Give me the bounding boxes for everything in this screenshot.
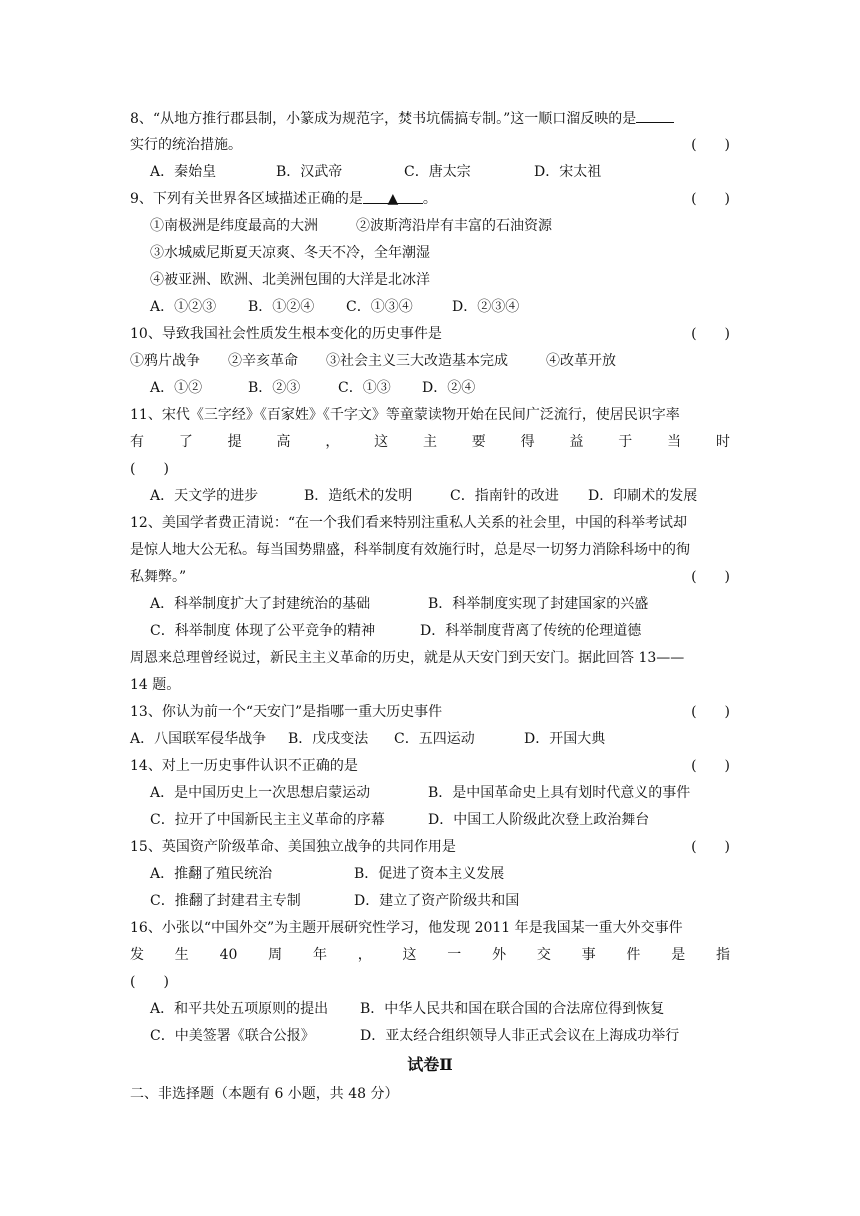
word: 这 xyxy=(402,947,417,963)
option-b: B．中华人民共和国在联合国的合法席位得到恢复 xyxy=(360,1001,665,1017)
question-16-stem: 16、小张以“中国外交”为主题开展研究性学习，他发现 2011 年是我国某一重大外交事件 xyxy=(130,920,683,936)
word: 40 xyxy=(219,947,238,963)
answer-blank xyxy=(363,189,423,207)
statement-4: ④被亚洲、欧洲、北美洲包围的大洋是北冰洋 xyxy=(150,272,430,288)
word: 生 xyxy=(174,947,189,963)
question-14-options-2 xyxy=(150,810,750,830)
question-9-end: 。 xyxy=(422,191,437,207)
question-9-items-1 xyxy=(150,216,750,236)
word: 件 xyxy=(626,947,641,963)
option-b: B．促进了资本主义发展 xyxy=(354,866,505,882)
question-12-stem: 12、美国学者费正清说：“在一个我们看来特别注重私人关系的社会里，中国的科举考试却 xyxy=(130,515,687,531)
option-c: C．中美签署《联合公报》 xyxy=(150,1028,315,1044)
option-c: C．①③ xyxy=(338,380,391,396)
option-d: D．印刷术的发展 xyxy=(588,488,698,504)
word: 是 xyxy=(671,947,686,963)
question-16-stem-cont xyxy=(130,945,730,965)
question-12-options-2 xyxy=(150,621,750,641)
question-12-options-1 xyxy=(150,594,750,614)
word: 时 xyxy=(715,434,730,450)
option-b: B．汉武帝 xyxy=(276,164,343,180)
option-c: C．指南针的改进 xyxy=(450,488,559,504)
answer-bracket: ( ) xyxy=(691,137,730,153)
answer-bracket: ( ) xyxy=(691,758,730,774)
option-c: C．五四运动 xyxy=(394,731,475,747)
option-b: B．造纸术的发明 xyxy=(304,488,413,504)
option-b: B．②③ xyxy=(248,380,301,396)
word: 指 xyxy=(715,947,730,963)
word: 高 xyxy=(276,434,291,450)
question-11-stem-cont xyxy=(130,432,730,452)
section-title: 试卷Ⅱ xyxy=(407,1055,453,1074)
option-c: C．推翻了封建君主专制 xyxy=(150,893,301,909)
option-b: B．①②④ xyxy=(248,299,315,315)
statement-1: ①鸦片战争 xyxy=(130,353,200,369)
word: 得 xyxy=(520,434,535,450)
statement-4: ④改革开放 xyxy=(546,353,616,369)
word: 外 xyxy=(492,947,507,963)
question-8-options xyxy=(150,162,750,182)
option-a: A．秦始皇 xyxy=(150,164,217,180)
word: 事 xyxy=(581,947,596,963)
answer-bracket: ( ) xyxy=(130,974,169,990)
question-16-options-1 xyxy=(150,999,750,1019)
question-13-stem: 13、你认为前一个“天安门”是指哪一重大历史事件 xyxy=(130,704,443,720)
question-15-options-2 xyxy=(150,891,750,911)
option-a: A．①②③ xyxy=(150,299,217,315)
option-d: D．宋太祖 xyxy=(534,164,602,180)
option-b: B．科举制度实现了封建国家的兴盛 xyxy=(428,596,649,612)
question-9-text: 9、下列有关世界各区域描述正确的是 xyxy=(130,191,363,207)
word: 有 xyxy=(130,434,144,450)
option-a: A．天文学的进步 xyxy=(150,488,259,504)
triangle-marker-icon: ▲ xyxy=(387,191,399,207)
question-10-options xyxy=(150,378,750,398)
option-d: D．②③④ xyxy=(452,299,520,315)
statement-1: ①南极洲是纬度最高的大洲 xyxy=(150,218,318,234)
section-heading: 二、非选择题（本题有 6 小题，共 48 分） xyxy=(130,1086,399,1102)
option-d: D．亚太经合组织领导人非正式会议在上海成功举行 xyxy=(360,1028,680,1044)
question-15-options-1 xyxy=(150,864,750,884)
question-16-options-2 xyxy=(150,1026,750,1046)
option-c: C．唐太宗 xyxy=(404,164,471,180)
word: 发 xyxy=(130,947,144,963)
question-13-options xyxy=(130,729,730,749)
word: 要 xyxy=(471,434,486,450)
statement-2: ②辛亥革命 xyxy=(228,353,298,369)
option-d: D．中国工人阶级此次登上政治舞台 xyxy=(428,812,650,828)
option-a: A．八国联军侵华战争 xyxy=(130,731,267,747)
question-10-stem: 10、导致我国社会性质发生根本变化的历史事件是 xyxy=(130,326,442,342)
statement-2: ②波斯湾沿岸有丰富的石油资源 xyxy=(356,218,552,234)
question-8-stem xyxy=(130,108,730,129)
answer-bracket: ( ) xyxy=(691,326,730,342)
word: 年 xyxy=(312,947,327,963)
word: ， xyxy=(357,947,372,963)
option-a: A．科举制度扩大了封建统治的基础 xyxy=(150,596,371,612)
question-12-stem-cont: 是惊人地大公无私。每当国势鼎盛，科举制度有效施行时，总是尽一切努力消除科场中的徇 xyxy=(130,542,690,558)
option-b: B．戊戌变法 xyxy=(288,731,369,747)
word: 了 xyxy=(178,434,193,450)
question-15-stem: 15、英国资产阶级革命、美国独立战争的共同作用是 xyxy=(130,839,456,855)
option-c: C．①③④ xyxy=(346,299,413,315)
option-a: A．和平共处五项原则的提出 xyxy=(150,1001,329,1017)
question-9-stem xyxy=(130,189,730,209)
option-c: C．拉开了中国新民主主义革命的序幕 xyxy=(150,812,385,828)
word: 主 xyxy=(422,434,437,450)
passage-text: 周恩来总理曾经说过，新民主主义革命的历史，就是从天安门到天安门。据此回答 13—— xyxy=(130,650,685,666)
option-d: D．科举制度背离了传统的伦理道德 xyxy=(420,623,642,639)
word: 周 xyxy=(268,947,283,963)
word: ， xyxy=(325,434,340,450)
answer-blank xyxy=(636,108,674,123)
question-14-options-1 xyxy=(150,783,750,803)
option-c: C．科举制度 体现了公平竞争的精神 xyxy=(150,623,376,639)
answer-bracket: ( ) xyxy=(691,839,730,855)
question-9-options xyxy=(150,297,750,317)
word: 于 xyxy=(618,434,633,450)
question-8-text: 8、“从地方推行郡县制，小篆成为规范字，焚书坑儒搞专制。”这一顺口溜反映的是 xyxy=(130,111,637,127)
answer-bracket: ( ) xyxy=(691,191,730,207)
question-10-items xyxy=(130,351,730,371)
option-a: A．①② xyxy=(150,380,203,396)
passage-text-cont: 14 题。 xyxy=(130,677,181,693)
question-14-stem: 14、对上一历史事件认识不正确的是 xyxy=(130,758,358,774)
option-a: A．是中国历史上一次思想启蒙运动 xyxy=(150,785,371,801)
question-11-options xyxy=(150,486,750,506)
answer-bracket: ( ) xyxy=(130,461,169,477)
answer-bracket: ( ) xyxy=(691,704,730,720)
option-d: D．建立了资产阶级共和国 xyxy=(354,893,520,909)
question-8-stem-cont: 实行的统治措施。 xyxy=(130,137,242,153)
statement-3: ③水城威尼斯夏天凉爽、冬天不冷，全年潮湿 xyxy=(150,245,430,261)
word: 提 xyxy=(227,434,242,450)
question-12-stem-end: 私舞弊。” xyxy=(130,569,187,585)
word: 交 xyxy=(536,947,551,963)
answer-bracket: ( ) xyxy=(691,569,730,585)
option-a: A．推翻了殖民统治 xyxy=(150,866,273,882)
word: 益 xyxy=(569,434,584,450)
option-b: B．是中国革命史上具有划时代意义的事件 xyxy=(428,785,691,801)
question-11-stem: 11、宋代《三字经》《百家姓》《千字文》等童蒙读物开始在民间广泛流行，使居民识字率 xyxy=(130,407,680,423)
word: 一 xyxy=(447,947,462,963)
option-d: D．开国大典 xyxy=(524,731,606,747)
statement-3: ③社会主义三大改造基本完成 xyxy=(326,353,508,369)
option-d: D．②④ xyxy=(422,380,476,396)
word: 当 xyxy=(667,434,682,450)
word: 这 xyxy=(374,434,389,450)
